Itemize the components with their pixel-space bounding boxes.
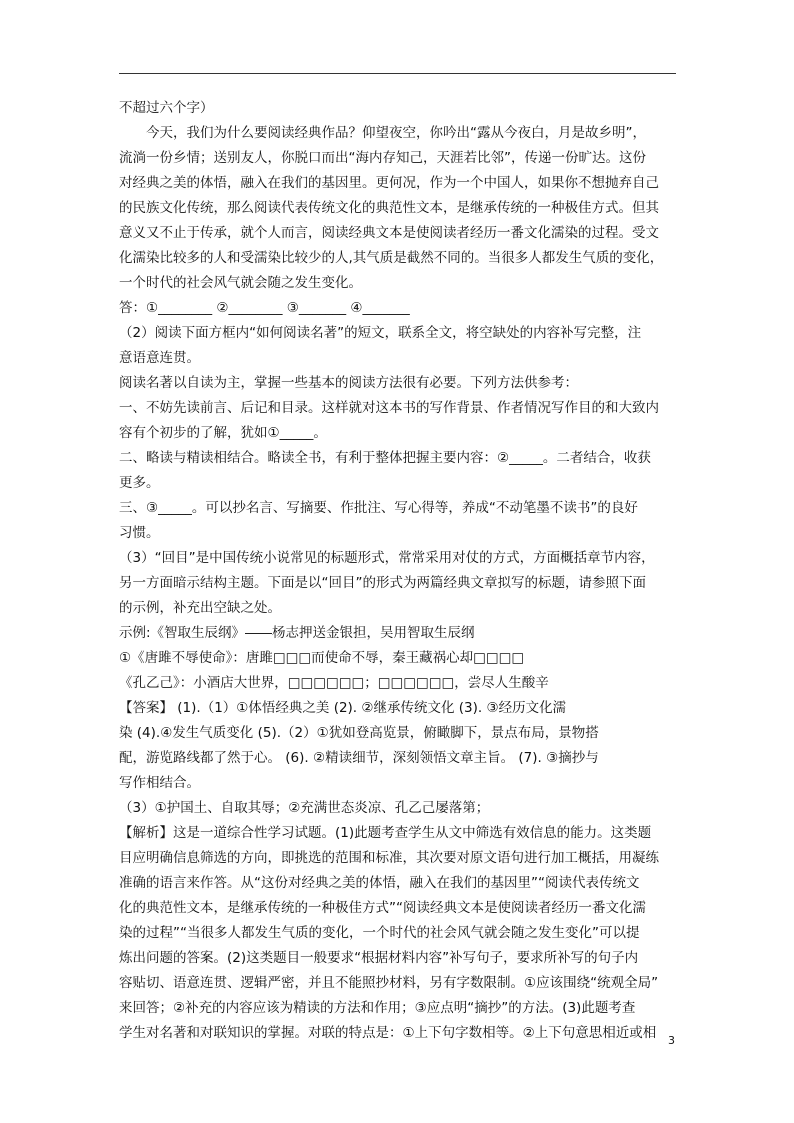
analysis-line: 来回答；②补充的内容应该为精读的方法和作用；③应点明“摘抄”的方法。(3)此题考查 xyxy=(119,1000,636,1016)
answer-line: 染 (4).④发生气质变化 (5).（2）①犹如登高览景，俯瞰脚下，景点布局，景物搭 xyxy=(119,725,599,741)
text-line: ①《唐雎不辱使命》：唐雎□□□而使命不辱，秦王藏祸心却□□□□ xyxy=(119,650,525,666)
text-line: 今天，我们为什么要阅读经典作品？仰望夜空，你吟出“露从今夜白，月是故乡明”， xyxy=(146,125,646,141)
answer-blanks-line: 答：①________ ②________ ③_______ ④_______ xyxy=(119,300,410,316)
text-line: 习惯。 xyxy=(119,525,160,541)
text-line: 流淌一份乡情；送别友人，你脱口而出“海内存知己，天涯若比邻”，传递一份旷达。这份 xyxy=(119,150,646,166)
text-line: 化濡染比较多的人和受濡染比较少的人,其气质是截然不同的。当很多人都发生气质的变化， xyxy=(119,250,664,266)
text-line: 的民族文化传统，那么阅读代表传统文化的典范性文本，是继承传统的一种极佳方式。但其 xyxy=(119,200,659,216)
text-line: （2）阅读下面方框内“如何阅读名著”的短文，联系全文，将空缺处的内容补写完整，注 xyxy=(119,325,642,341)
text-line: 对经典之美的体悟，融入在我们的基因里。更何况，作为一个中国人，如果你不想抛弃自己 xyxy=(119,175,659,191)
analysis-line: 容贴切、语意连贯、逻辑严密，并且不能照抄材料，另有字数限制。①应该围绕“统观全局” xyxy=(119,975,659,991)
text-line: 示例:《智取生辰纲》――杨志押送金银担，吴用智取生辰纲 xyxy=(119,625,475,641)
text-line: 另一方面暗示结构主题。下面是以“回目”的形式为两篇经典文章拟写的标题，请参照下面 xyxy=(119,575,646,591)
text-line: 二、略读与精读相结合。略读全书，有利于整体把握主要内容：②_____。二者结合，收获 xyxy=(119,450,651,466)
analysis-line: 准确的语言来作答。从“这份对经典之美的体悟，融入在我们的基因里”“阅读代表传统文 xyxy=(119,875,640,891)
answer-line: （3）①护国土、自取其辱；②充满世态炎凉、孔乙己屡落第； xyxy=(119,800,490,816)
text-line: 三、③_____。可以抄名言、写摘要、作批注、写心得等，养成“不动笔墨不读书”的良好 xyxy=(119,500,638,516)
page-number: 3 xyxy=(668,1034,675,1047)
analysis-line: 【解析】这是一道综合性学习试题。(1)此题考查学生从文中筛选有效信息的能力。这类题 xyxy=(119,825,652,841)
document-body xyxy=(119,96,679,1046)
text-line: 一、不妨先读前言、后记和目录。这样就对这本书的写作背景、作者情况写作目的和大致内 xyxy=(119,400,659,416)
answer-line: 配，游览路线都了然于心。 (6). ②精读细节，深刻领悟文章主旨。 (7). ③摘抄与 xyxy=(119,750,599,766)
analysis-line: 目应明确信息筛选的方向，即挑选的范围和标准，其次要对原文语句进行加工概括，用凝练 xyxy=(119,850,659,866)
answer-line: 写作相结合。 xyxy=(119,775,200,791)
text-line: （3）“回目”是中国传统小说常见的标题形式，常常采用对仗的方式，方面概括章节内容， xyxy=(119,550,655,566)
text-line: 意义又不止于传承，就个人而言，阅读经典文本是使阅读者经历一番文化濡染的过程。受文 xyxy=(119,225,659,241)
analysis-line: 学生对名著和对联知识的掌握。对联的特点是：①上下句字数相等。②上下句意思相近或相 xyxy=(119,1025,657,1041)
text-line: 意语意连贯。 xyxy=(119,350,200,366)
text-line: 更多。 xyxy=(119,475,160,491)
text-line: 的示例，补充出空缺之处。 xyxy=(119,600,281,616)
answer-line: 【答案】 (1).（1）①体悟经典之美 (2). ②继承传统文化 (3). ③经历文化濡 xyxy=(119,700,567,716)
text-line: 不超过六个字） xyxy=(119,100,214,116)
header-rule xyxy=(119,73,676,74)
analysis-line: 染的过程”“当很多人都发生气质的变化，一个时代的社会风气就会随之发生变化”可以提 xyxy=(119,925,640,941)
analysis-line: 炼出问题的答案。(2)这类题目一般要求“根据材料内容”补写句子，要求所补写的句子内 xyxy=(119,950,639,966)
text-line: 容有个初步的了解，犹如①_____。 xyxy=(119,425,327,441)
analysis-line: 化的典范性文本，是继承传统的一种极佳方式”“阅读经典文本是使阅读者经历一番文化濡 xyxy=(119,900,646,916)
text-line: 《孔乙己》：小酒店大世界，□□□□□□；□□□□□□，尝尽人生酸辛 xyxy=(119,675,549,691)
text-line: 阅读名著以自读为主，掌握一些基本的阅读方法很有必要。下列方法供参考： xyxy=(119,375,578,391)
text-line: 一个时代的社会风气就会随之发生变化。 xyxy=(119,275,362,291)
